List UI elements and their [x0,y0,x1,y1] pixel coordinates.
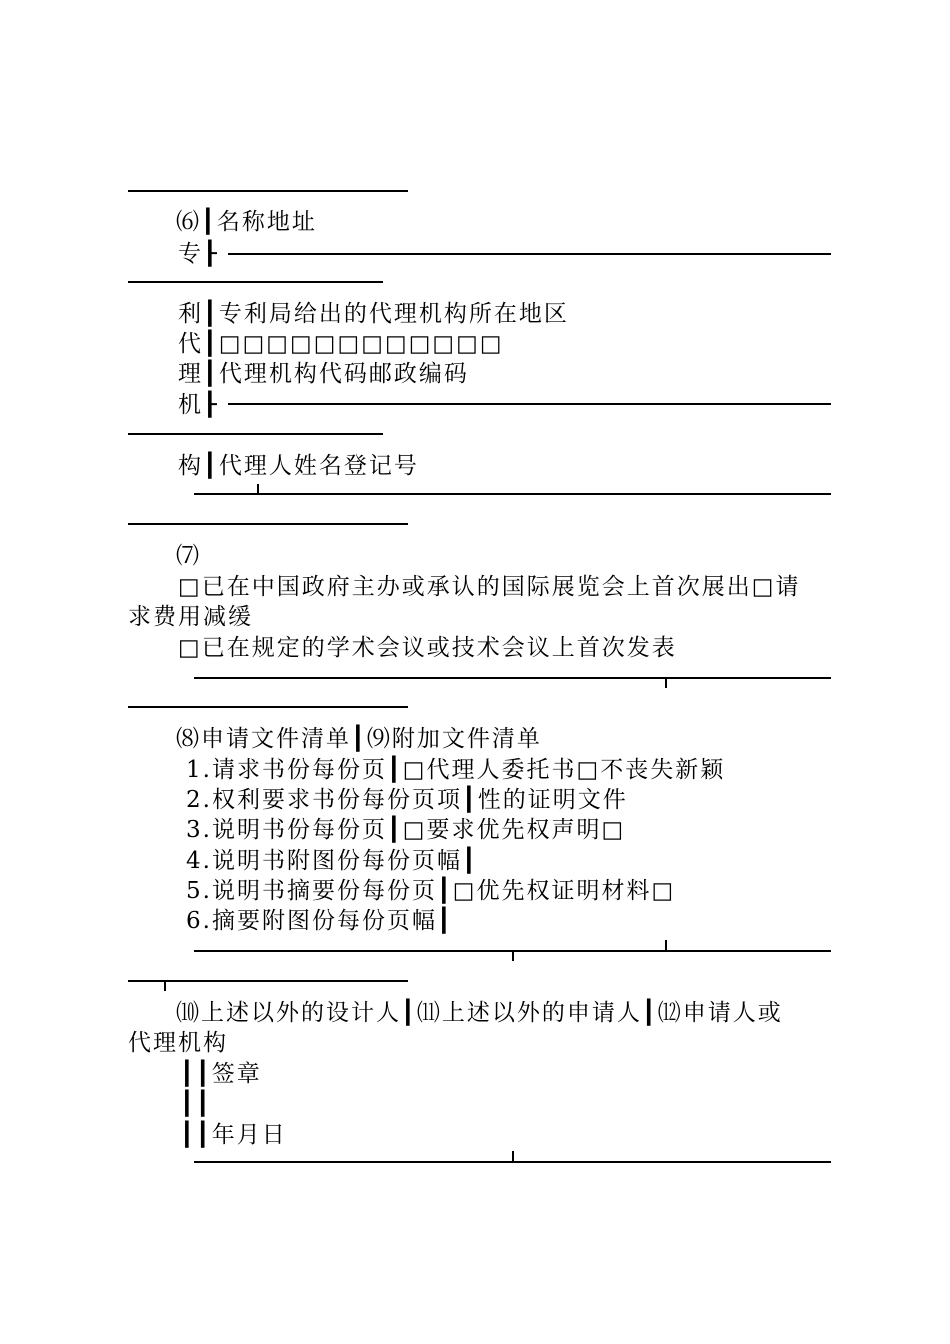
rule [194,493,831,495]
rule [128,433,383,435]
section10-date-row: ┃┃年月日 [180,1122,287,1148]
section7-line2: □已在规定的学术会议或技术会议上首次发表 [178,635,677,661]
section8-item: 4.说明书附图份每份页幅┃ [186,848,478,874]
section8-item: 2.权利要求书份每份页项┃性的证明文件 [186,787,628,813]
section6-label: ⑹┃名称地址 [176,209,317,235]
section6-row-zhuan: 专┠ [178,241,219,267]
rule [128,281,383,283]
section10-signature-row: ┃┃签章 [180,1061,262,1087]
rule [128,190,408,192]
section8-item: 1.请求书份每份页┃□代理人委托书□不丧失新颖 [186,757,726,783]
section10-blank-row: ┃┃ [180,1091,212,1117]
section6-row-li: 利┃专利局给出的代理机构所在地区 [178,301,569,327]
section7-line1-wrap: 求费用减缓 [128,604,253,630]
rule-tick [512,1151,514,1161]
rule [194,1161,831,1163]
rule-tick [512,951,514,961]
rule-tick [665,678,667,688]
section6-row-dai: 代┃□□□□□□□□□□□□ [178,331,504,357]
section10-header: ⑽上述以外的设计人┃⑾上述以外的申请人┃⑿申请人或 [176,1000,783,1026]
rule-tick [257,484,259,494]
rule-tick [665,940,667,950]
rule [194,677,831,679]
section8-item: 5.说明书摘要份每份页┃□优先权证明材料□ [186,878,676,904]
rule [228,403,831,405]
rule [128,706,408,708]
section6-row-li2: 理┃代理机构代码邮政编码 [178,361,469,387]
section6-row-ji: 机┠ [178,392,219,418]
section8-header: ⑻申请文件清单┃⑼附加文件清单 [176,726,542,752]
rule [128,980,408,982]
section8-item: 3.说明书份每份页┃□要求优先权声明□ [186,817,626,843]
section7-label: ⑺ [176,543,201,569]
section6-row-gou: 构┃代理人姓名登记号 [178,453,419,479]
section8-item: 6.摘要附图份每份页幅┃ [186,908,453,934]
rule [228,253,831,255]
section10-header-wrap: 代理机构 [128,1030,228,1056]
rule-tick [164,981,166,991]
rule [128,523,408,525]
section7-line1: □已在中国政府主办或承认的国际展览会上首次展出□请 [178,574,801,600]
